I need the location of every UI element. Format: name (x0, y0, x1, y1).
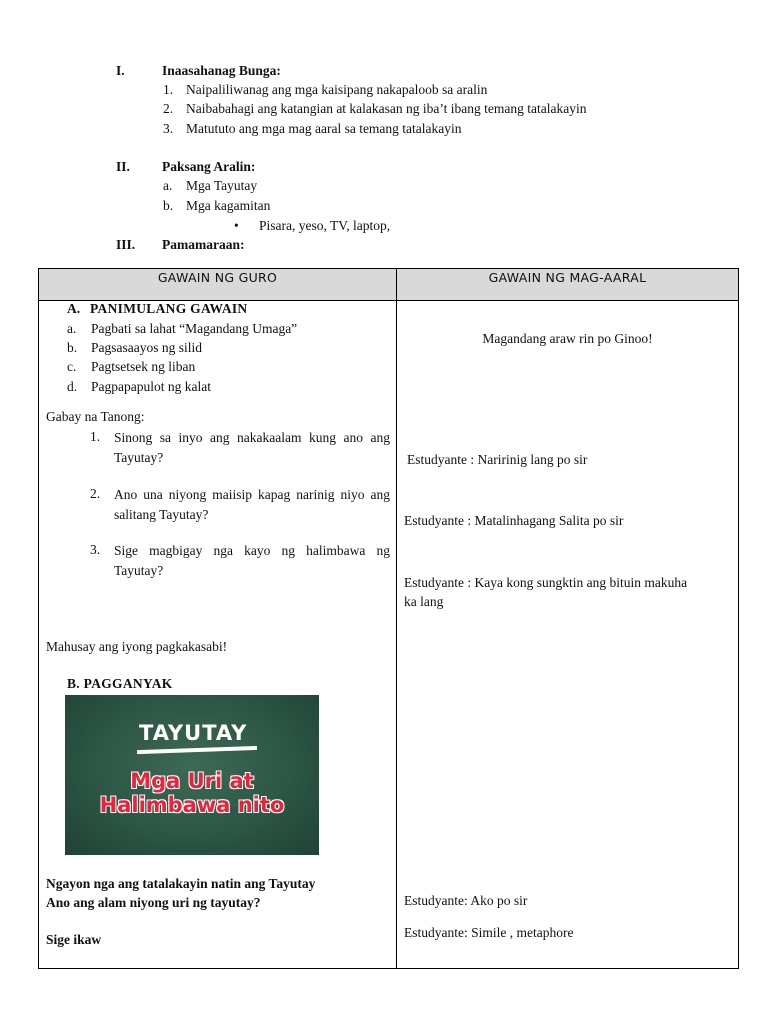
bullet-item: Pisara, yeso, TV, laptop, (259, 218, 391, 233)
list-marker: 1. (163, 82, 174, 97)
closing-line-2: Ano ang alam niyong uri ng tayutay? (46, 895, 261, 910)
section-a-label: A. (67, 301, 81, 316)
question-text: Sinong sa inyo ang nakakaalam kung ano ang Tayutay? (114, 430, 390, 465)
list-marker: b. (163, 198, 174, 213)
student-answer-2: Estudyante : Matalinhagang Salita po sir (404, 513, 624, 528)
list-marker: 3. (163, 121, 174, 136)
student-answer-5: Estudyante: Simile , metaphore (404, 925, 574, 940)
list-marker: b. (67, 340, 78, 355)
list-item: Matututo ang mga mag aaral sa temang tatalakayin (186, 121, 462, 136)
student-answer-3-line2: ka lang (404, 594, 444, 609)
question-marker: 2. (90, 486, 101, 501)
image-subtitle-line2: Halimbawa nito (99, 793, 285, 817)
list-marker: c. (67, 359, 77, 374)
bullet-marker: • (234, 218, 239, 233)
list-item: Pagsasaayos ng silid (91, 340, 202, 355)
section-3-title: Pamamaraan: (162, 237, 245, 252)
guide-label: Gabay na Tanong: (46, 409, 145, 424)
question-text: Sige magbigay nga kayo ng halimbawa ng Tayutay? (114, 543, 390, 578)
header-student: GAWAIN NG MAG-AARAL (488, 270, 647, 285)
list-item: Pagtsetsek ng liban (91, 359, 196, 374)
image-subtitle (65, 769, 319, 817)
list-item: Mga kagamitan (186, 198, 271, 213)
image-underline (137, 746, 257, 754)
question-marker: 1. (90, 429, 101, 444)
section-a-title: PANIMULANG GAWAIN (90, 301, 248, 316)
list-item: Naibabahagi ang katangian at kalakasan ng iba’t ibang temang tatalakayin (186, 101, 587, 116)
section-b-title: B. PAGGANYAK (67, 676, 173, 691)
student-answer-1: Estudyante : Naririnig lang po sir (407, 452, 588, 467)
section-1-title: Inaasahanag Bunga: (162, 63, 281, 78)
list-marker: a. (163, 178, 173, 193)
student-answer-3-line1: Estudyante : Kaya kong sungktin ang bituin makuha (404, 575, 688, 590)
praise-text: Mahusay ang iyong pagkakasabi! (46, 639, 228, 654)
list-item: Pagbati sa lahat “Magandang Umaga” (91, 321, 298, 336)
image-title: TAYUTAY (139, 721, 248, 745)
section-3-number: III. (116, 237, 136, 252)
list-item: Mga Tayutay (186, 178, 258, 193)
list-marker: a. (67, 321, 77, 336)
closing-line-1: Ngayon nga ang tatalakayin natin ang Tayutay (46, 876, 316, 891)
list-marker: d. (67, 379, 78, 394)
header-teacher: GAWAIN NG GURO (157, 270, 278, 285)
closing-line-3: Sige ikaw (46, 932, 102, 947)
list-item: Naipaliliwanag ang mga kaisipang nakapaloob sa aralin (186, 82, 488, 97)
question-text: Ano una niyong maiisip kapag narinig niyo ang salitang Tayutay? (114, 487, 390, 522)
column-divider (396, 269, 397, 968)
question-marker: 3. (90, 542, 101, 557)
list-marker: 2. (163, 101, 174, 116)
section-2-number: II. (116, 159, 130, 174)
list-item: Pagpapapulot ng kalat (91, 379, 211, 394)
student-answer-4: Estudyante: Ako po sir (404, 893, 528, 908)
section-1-number: I. (116, 63, 125, 78)
student-greeting: Magandang araw rin po Ginoo! (482, 331, 653, 346)
tayutay-image (65, 695, 319, 855)
section-2-title: Paksang Aralin: (162, 159, 256, 174)
image-subtitle-line1: Mga Uri at (130, 769, 254, 793)
